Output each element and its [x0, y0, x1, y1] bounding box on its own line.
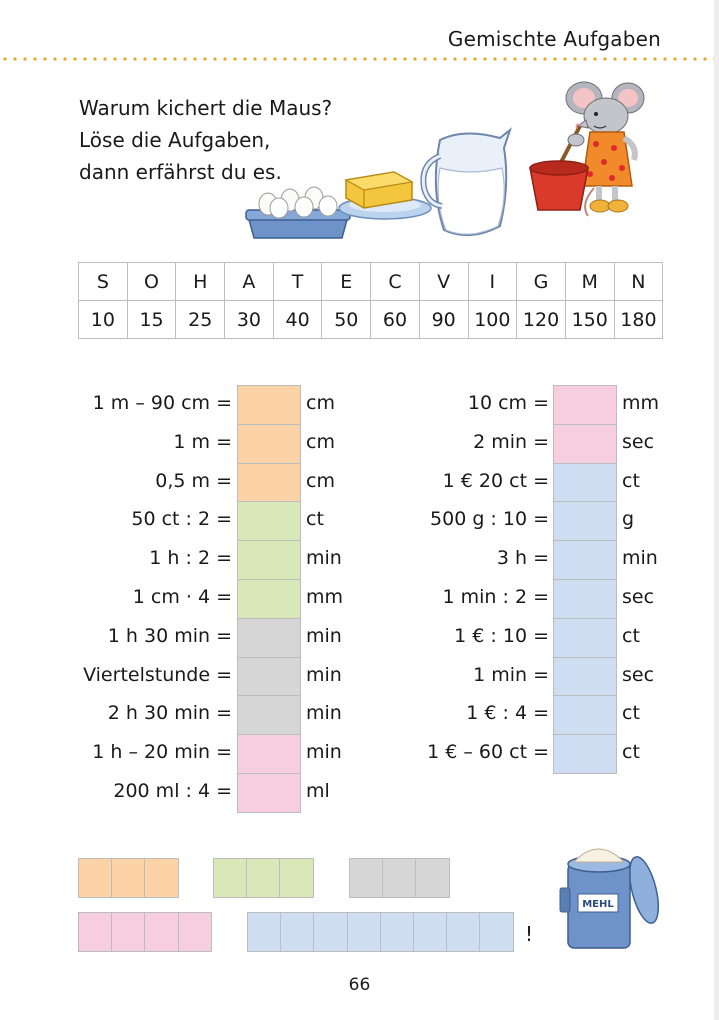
key-letter: V — [419, 263, 468, 301]
answer-box[interactable] — [553, 540, 617, 580]
solution-letter-box[interactable] — [213, 858, 247, 898]
task-row — [0, 734, 719, 773]
task-expression: 1 h 30 min = — [107, 624, 232, 647]
milk-jug-icon — [418, 126, 518, 244]
key-number: 150 — [565, 301, 614, 339]
task-expression: 1 € – 60 ct = — [427, 741, 549, 764]
solution-letter-box[interactable] — [144, 858, 178, 898]
task-unit: cm — [306, 469, 335, 492]
task-unit: min — [306, 624, 342, 647]
key-letter: S — [79, 263, 128, 301]
answer-box[interactable] — [553, 463, 617, 503]
task-expression: 500 g : 10 = — [430, 508, 549, 531]
task-expression: 1 h : 2 = — [149, 547, 232, 570]
task-unit: min — [622, 547, 658, 570]
task-expression: 2 min = — [473, 430, 549, 453]
task-unit: mm — [622, 392, 660, 414]
task-unit: sec — [622, 430, 655, 453]
key-number: 40 — [273, 301, 322, 339]
solution-letter-box[interactable] — [279, 858, 313, 898]
task-row — [0, 463, 719, 502]
task-row — [0, 424, 719, 463]
task-unit: ct — [306, 508, 324, 531]
letter-key-table — [78, 262, 663, 339]
answer-box[interactable] — [553, 579, 617, 619]
page-title: Gemischte Aufgaben — [447, 27, 661, 51]
task-row — [0, 618, 719, 657]
task-unit: ct — [622, 741, 640, 764]
task-unit: mm — [306, 585, 344, 608]
flour-can-icon — [556, 838, 668, 954]
task-expression: 1 min : 2 = — [442, 585, 549, 608]
task-expression: 200 ml : 4 = — [113, 779, 232, 802]
task-expression: 1 € 20 ct = — [442, 469, 549, 492]
task-unit: min — [306, 547, 342, 570]
task-row — [0, 385, 719, 424]
key-number: 100 — [468, 301, 517, 339]
key-letter: O — [127, 263, 176, 301]
solution-letter-box[interactable] — [415, 858, 449, 898]
key-letter: M — [565, 263, 614, 301]
answer-box[interactable] — [553, 695, 617, 735]
answer-box[interactable] — [237, 773, 301, 813]
key-letter: A — [225, 263, 274, 301]
task-row — [0, 657, 719, 696]
task-row — [0, 695, 719, 734]
task-unit: cm — [306, 392, 335, 414]
key-number: 30 — [225, 301, 274, 339]
solution-letter-box[interactable] — [313, 912, 347, 952]
task-unit: g — [622, 508, 635, 531]
task-expression: 1 m – 90 cm = — [92, 392, 232, 414]
task-expression: 1 m = — [173, 430, 232, 453]
answer-box[interactable] — [553, 501, 617, 541]
key-letter: N — [614, 263, 663, 301]
intro-line: Löse die Aufgaben, — [79, 128, 271, 152]
task-unit: sec — [622, 663, 655, 686]
solution-letter-box[interactable] — [178, 912, 212, 952]
key-letter: H — [176, 263, 225, 301]
task-row — [0, 773, 719, 812]
task-expression: Viertelstunde = — [83, 663, 232, 686]
intro-line: dann erfährst du es. — [79, 160, 282, 184]
task-unit: ct — [622, 624, 640, 647]
solution-letter-box[interactable] — [78, 858, 112, 898]
solution-end-mark: ! — [525, 922, 534, 946]
task-unit: min — [306, 663, 342, 686]
key-letter: C — [371, 263, 420, 301]
solution-letter-box[interactable] — [111, 858, 145, 898]
solution-letter-box[interactable] — [247, 912, 281, 952]
can-label: MEHL — [582, 899, 614, 910]
solution-letter-box[interactable] — [413, 912, 447, 952]
key-letter: G — [517, 263, 566, 301]
dotted-divider — [0, 57, 719, 61]
answer-box[interactable] — [553, 657, 617, 697]
solution-letter-box[interactable] — [446, 912, 480, 952]
key-number: 25 — [176, 301, 225, 339]
key-letter: T — [273, 263, 322, 301]
page-number: 66 — [348, 975, 371, 995]
task-row — [0, 540, 719, 579]
task-expression: 3 h = — [496, 547, 549, 570]
solution-letter-box[interactable] — [347, 912, 381, 952]
task-unit: ct — [622, 469, 640, 492]
solution-word-pink — [78, 912, 211, 952]
key-number: 60 — [371, 301, 420, 339]
solution-word-blue — [247, 912, 513, 952]
task-expression: 1 cm · 4 = — [132, 585, 232, 608]
task-expression: 10 cm = — [467, 392, 549, 414]
task-unit: min — [306, 702, 342, 725]
key-number: 120 — [517, 301, 566, 339]
solution-letter-box[interactable] — [349, 858, 383, 898]
solution-word-gray — [349, 858, 449, 898]
key-number: 90 — [419, 301, 468, 339]
solution-letter-box[interactable] — [144, 912, 178, 952]
task-expression: 1 h – 20 min = — [92, 741, 232, 764]
key-number-row — [79, 301, 663, 339]
key-number: 50 — [322, 301, 371, 339]
solution-word-green — [213, 858, 313, 898]
key-number: 10 — [79, 301, 128, 339]
solution-letter-box[interactable] — [380, 912, 414, 952]
solution-letter-box[interactable] — [280, 912, 314, 952]
solution-letter-box[interactable] — [382, 858, 416, 898]
solution-letter-box[interactable] — [246, 858, 280, 898]
task-unit: ml — [306, 779, 330, 802]
task-expression: 50 ct : 2 = — [131, 508, 232, 531]
task-expression: 1 € : 10 = — [454, 624, 549, 647]
task-expression: 0,5 m = — [155, 469, 232, 492]
solution-letter-box[interactable] — [78, 912, 112, 952]
key-letter: E — [322, 263, 371, 301]
intro-text — [79, 92, 332, 188]
answer-box[interactable] — [553, 734, 617, 774]
solution-word-orange — [78, 858, 178, 898]
answer-box[interactable] — [553, 424, 617, 464]
task-expression: 1 min = — [473, 663, 549, 686]
key-letter: I — [468, 263, 517, 301]
intro-line: Warum kichert die Maus? — [79, 96, 333, 120]
task-unit: sec — [622, 585, 655, 608]
task-column-right — [0, 385, 719, 773]
task-expression: 2 h 30 min = — [107, 702, 232, 725]
task-row — [0, 501, 719, 540]
task-unit: cm — [306, 430, 335, 453]
answer-box[interactable] — [553, 618, 617, 658]
key-number: 180 — [614, 301, 663, 339]
task-expression: 1 € : 4 = — [466, 702, 549, 725]
key-letter-row — [79, 263, 663, 301]
task-unit: min — [306, 741, 342, 764]
key-number: 15 — [127, 301, 176, 339]
mouse-icon — [524, 76, 648, 220]
task-unit: ct — [622, 702, 640, 725]
answer-box[interactable] — [553, 385, 617, 425]
task-row — [0, 579, 719, 618]
solution-letter-box[interactable] — [111, 912, 145, 952]
solution-letter-box[interactable] — [479, 912, 513, 952]
